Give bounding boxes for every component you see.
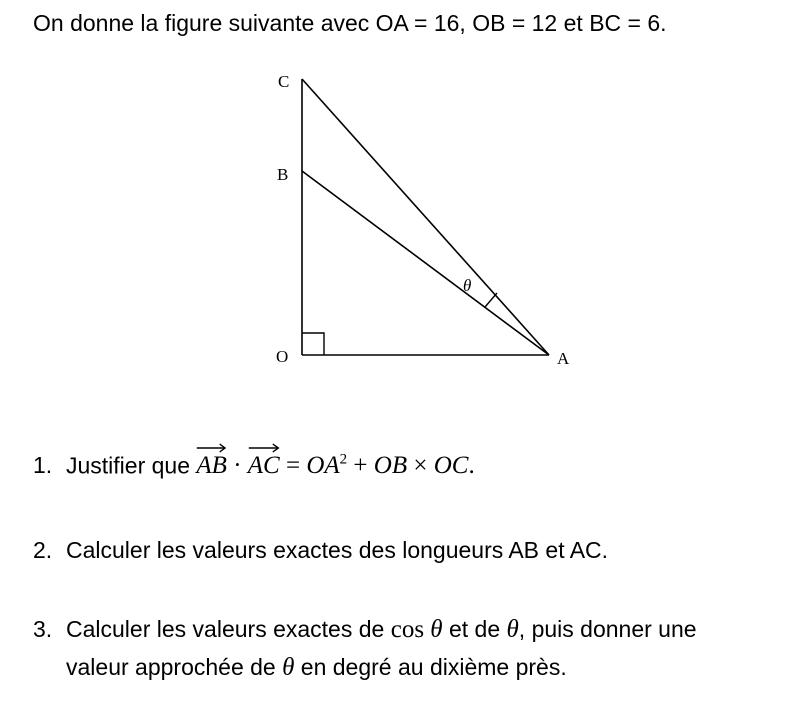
question-2-number: 2.	[33, 537, 53, 563]
angle-arc-mark	[485, 293, 497, 307]
vector-AC: AC	[248, 452, 280, 480]
question-1-number: 1.	[33, 452, 53, 479]
label-B: B	[277, 165, 289, 184]
question-2	[33, 537, 608, 564]
question-3: 3. Calculer les valeurs exactes de cos θ et de θ, puis donner une	[33, 616, 697, 643]
vector-arrow-icon	[248, 443, 280, 453]
vector-AB: AB	[196, 452, 227, 480]
question-1-text: Justifier que	[66, 452, 197, 479]
vector-arrow-icon	[196, 443, 227, 453]
question-1	[33, 452, 475, 480]
segment-BA	[302, 171, 549, 355]
segment-CA	[302, 79, 549, 355]
question-1-formula: AB · AC = $OA^2$ + OB × OC.	[196, 452, 474, 479]
label-O: O	[276, 347, 289, 366]
label-A: A	[557, 349, 570, 368]
label-C: C	[278, 72, 290, 91]
question-3-line-2: valeur approchée de θ en degré au dixième près.	[66, 654, 567, 681]
question-2-text: Calculer les valeurs exactes des longueurs AB et AC.	[66, 537, 609, 563]
right-angle-mark	[302, 333, 324, 355]
question-3-number: 3.	[33, 616, 53, 642]
problem-statement: On donne la figure suivante avec OA = 16, OB = 12 et BC = 6.	[33, 10, 667, 36]
label-theta: θ	[463, 276, 472, 295]
